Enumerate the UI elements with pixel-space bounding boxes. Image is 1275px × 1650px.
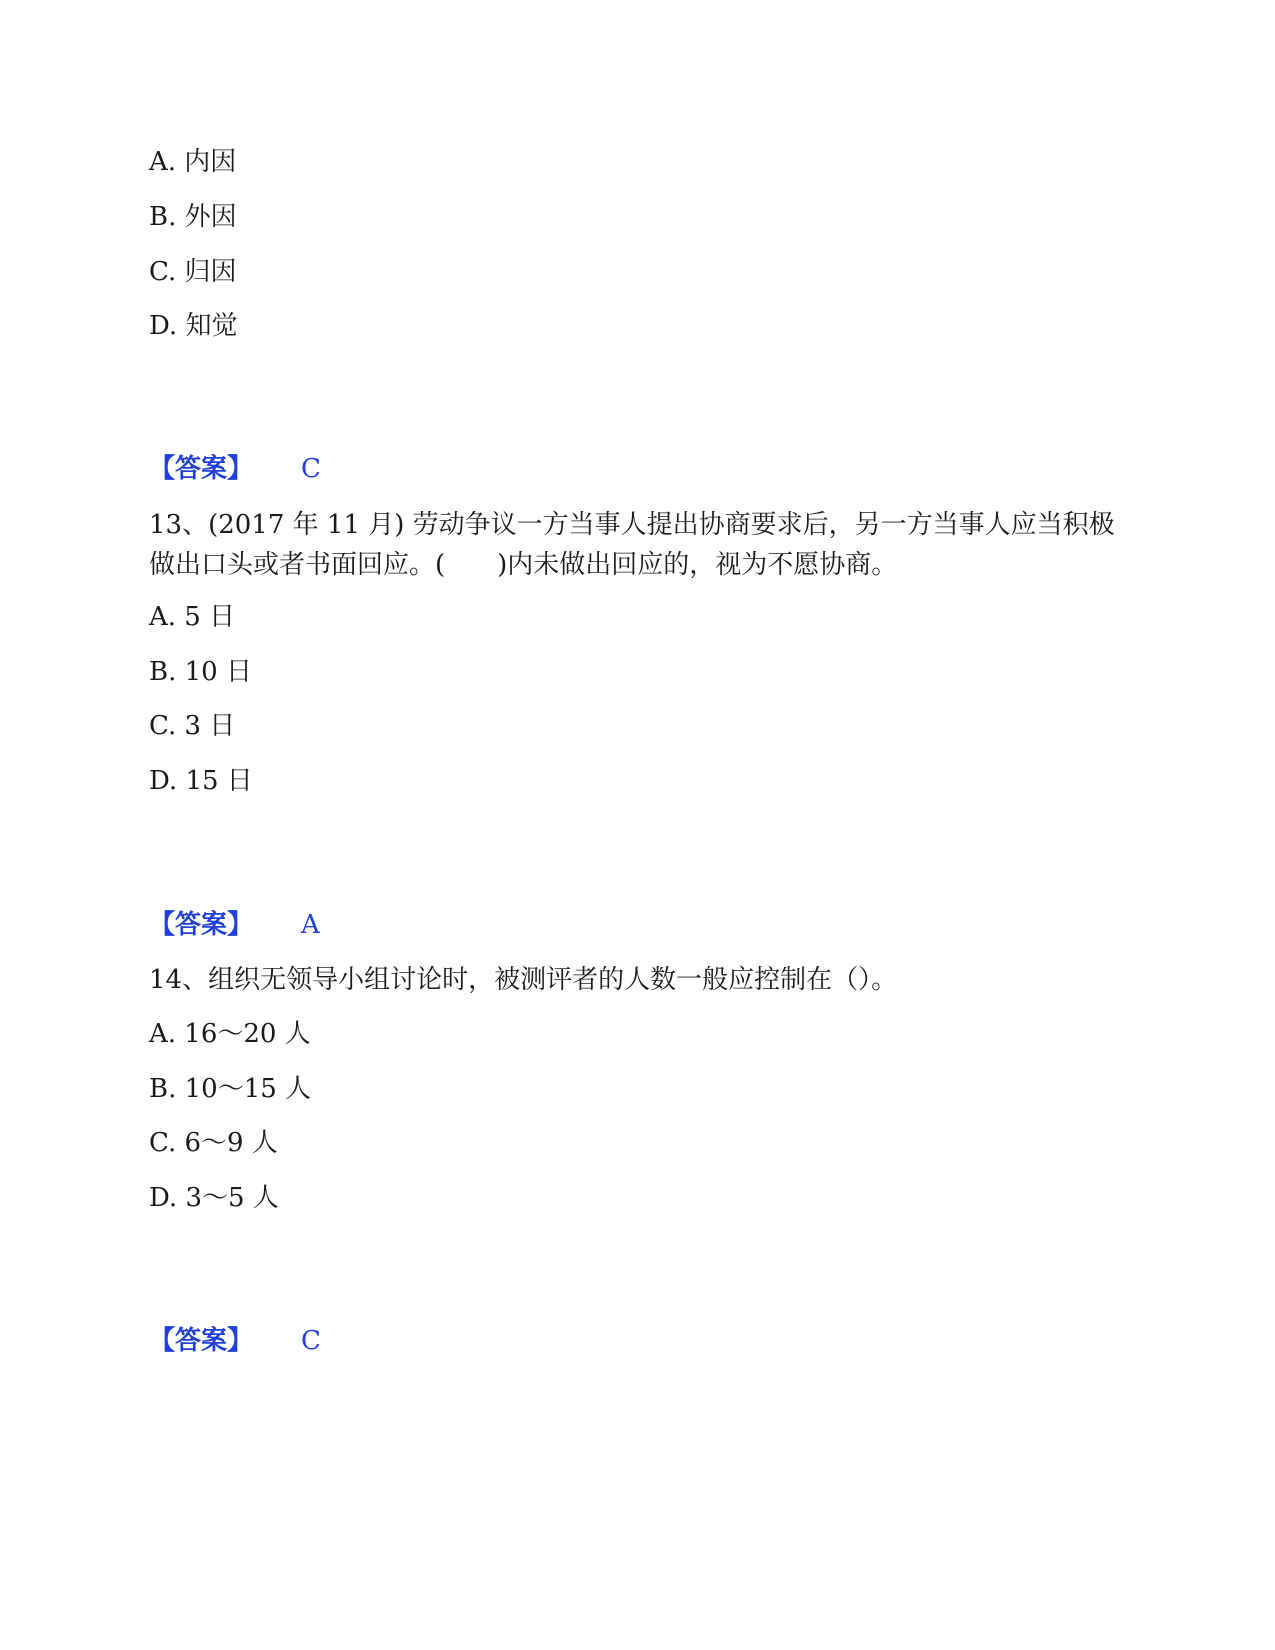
answer-label: 【答案】 bbox=[149, 1326, 254, 1356]
q12-option-c: C. 归因 bbox=[149, 257, 237, 287]
q12-option-d: D. 知觉 bbox=[149, 311, 238, 341]
q12-option-a: A. 内因 bbox=[149, 147, 237, 177]
q14-option-a: A. 16～20 人 bbox=[149, 1019, 311, 1049]
q13-option-a: A. 5 日 bbox=[149, 602, 236, 632]
answer-value: A bbox=[301, 910, 320, 940]
q13-option-b: B. 10 日 bbox=[149, 657, 252, 687]
q12-answer bbox=[149, 452, 321, 486]
q14-answer bbox=[149, 1324, 321, 1358]
answer-label: 【答案】 bbox=[149, 454, 254, 484]
answer-label: 【答案】 bbox=[149, 910, 254, 940]
q14-option-d: D. 3～5 人 bbox=[149, 1183, 279, 1213]
q13-answer bbox=[149, 908, 320, 942]
q13-option-c: C. 3 日 bbox=[149, 711, 236, 741]
q13-stem: 13、(2017 年 11 月) 劳动争议一方当事人提出协商要求后，另一方当事人应当积极做出口头或者书面回应。( )内未做出回应的，视为不愿协商。 bbox=[149, 510, 1115, 580]
q13-option-d: D. 15 日 bbox=[149, 766, 253, 796]
answer-value: C bbox=[301, 454, 321, 484]
q14-option-c: C. 6～9 人 bbox=[149, 1128, 278, 1158]
q14-option-b: B. 10～15 人 bbox=[149, 1074, 312, 1104]
answer-value: C bbox=[301, 1326, 321, 1356]
q12-option-b: B. 外因 bbox=[149, 202, 237, 232]
q14-stem: 14、组织无领导小组讨论时，被测评者的人数一般应控制在（）。 bbox=[149, 965, 898, 995]
